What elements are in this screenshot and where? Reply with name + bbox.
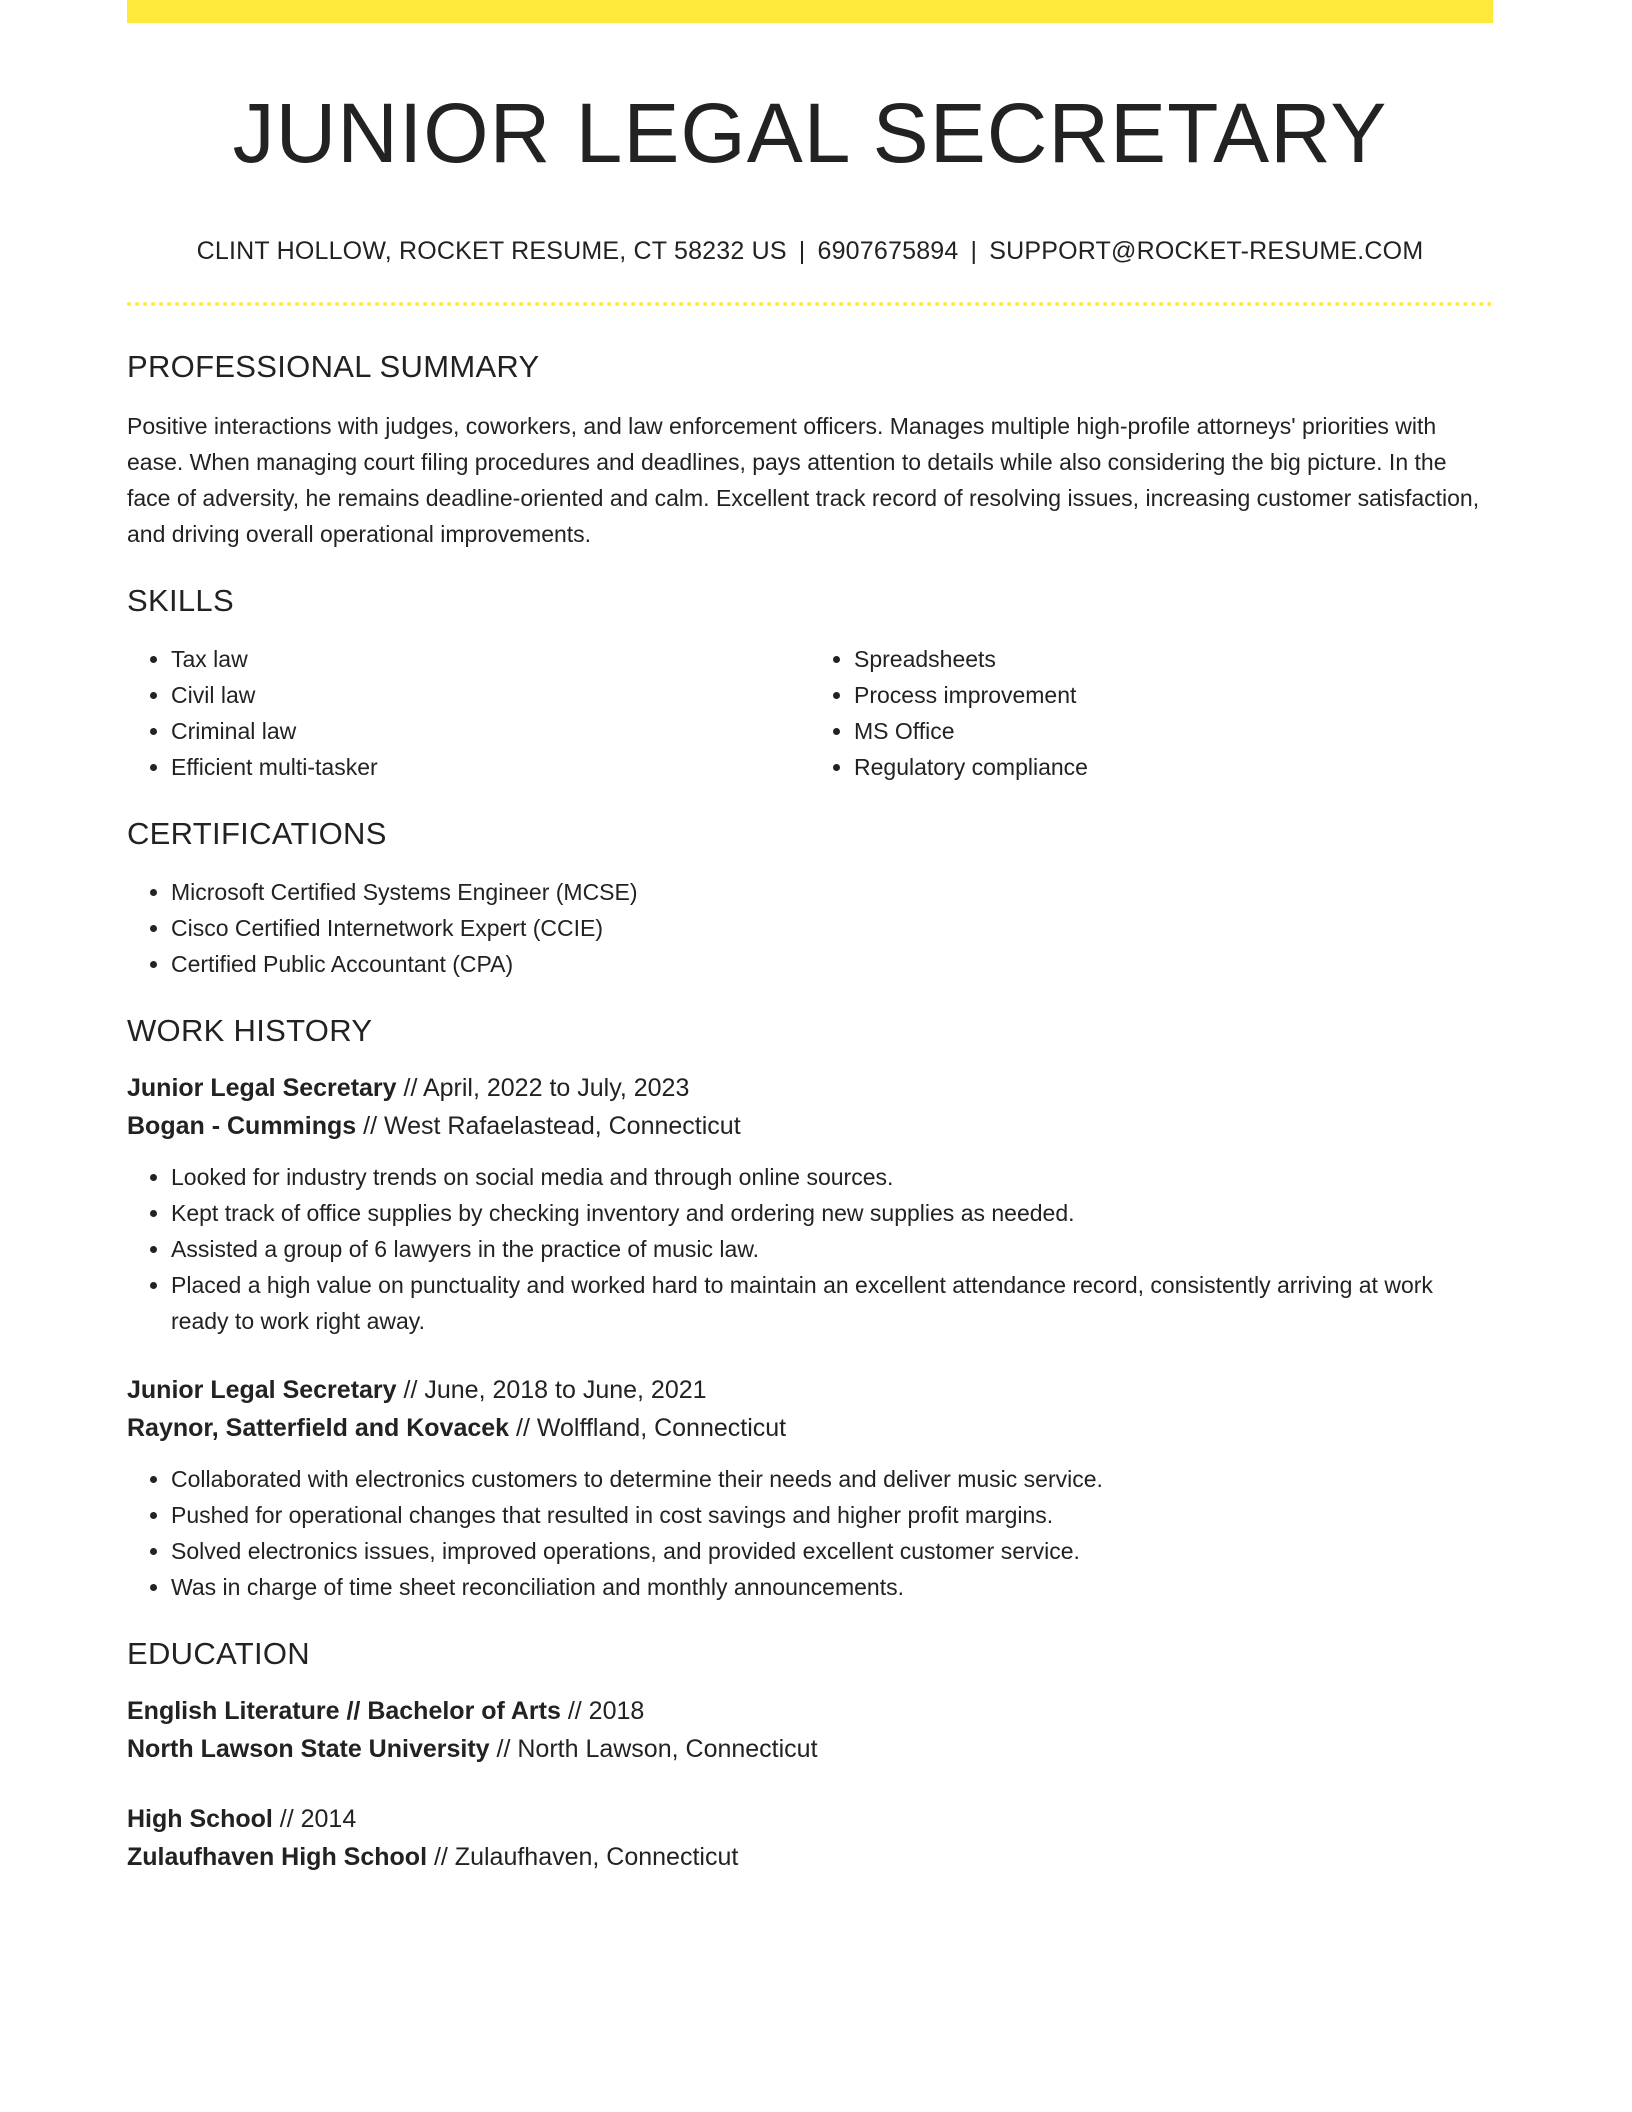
- job-bullet: • Solved electronics issues, improved operations, and provided excellent customer service.: [171, 1533, 1493, 1569]
- job-company-line: [127, 1409, 1493, 1447]
- job-entry: [127, 1371, 1493, 1605]
- dotted-divider: [127, 302, 1493, 306]
- skills-list: [127, 641, 1493, 785]
- skill-item: • Process improvement: [854, 677, 1493, 713]
- certification-item: • Certified Public Accountant (CPA): [171, 946, 1493, 982]
- skills-left-column: [127, 641, 810, 785]
- certification-item: • Microsoft Certified Systems Engineer (MCSE): [171, 874, 1493, 910]
- job-entry: [127, 1069, 1493, 1339]
- phone: 6907675894: [817, 237, 959, 266]
- job-company-line: [127, 1107, 1493, 1145]
- certification-item: • Cisco Certified Internetwork Expert (CCIE): [171, 910, 1493, 946]
- job-title: Junior Legal Secretary: [127, 1376, 397, 1405]
- skills-heading: SKILLS: [127, 582, 234, 618]
- separator: |: [798, 237, 806, 266]
- work-history-heading: WORK HISTORY: [127, 1012, 373, 1048]
- degree-line: [127, 1692, 1493, 1730]
- degree: English Literature // Bachelor of Arts: [127, 1697, 561, 1726]
- degree-year: // 2018: [567, 1697, 645, 1726]
- summary-heading: PROFESSIONAL SUMMARY: [127, 349, 540, 385]
- skill-item: • Civil law: [171, 677, 810, 713]
- skill-item: • Spreadsheets: [854, 641, 1493, 677]
- education-heading: EDUCATION: [127, 1636, 310, 1672]
- job-company: Bogan - Cummings: [127, 1112, 357, 1141]
- top-accent-bar: [127, 0, 1493, 23]
- contact-line: [127, 237, 1493, 266]
- skill-item: • Criminal law: [171, 713, 810, 749]
- address: CLINT HOLLOW, ROCKET RESUME, CT 58232 US: [196, 237, 787, 266]
- certifications-heading: CERTIFICATIONS: [127, 815, 387, 851]
- skill-item: • MS Office: [854, 713, 1493, 749]
- job-location: // West Rafaelastead, Connecticut: [363, 1112, 741, 1141]
- school: Zulaufhaven High School: [127, 1843, 428, 1872]
- degree-line: [127, 1800, 1493, 1838]
- job-dates: // June, 2018 to June, 2021: [403, 1376, 707, 1405]
- education-entry: [127, 1800, 1493, 1876]
- school-location: // Zulaufhaven, Connecticut: [433, 1843, 739, 1872]
- separator: |: [970, 237, 978, 266]
- job-bullet: • Was in charge of time sheet reconciliation and monthly announcements.: [171, 1569, 1493, 1605]
- skill-item: • Regulatory compliance: [854, 749, 1493, 785]
- degree: High School: [127, 1805, 273, 1834]
- job-bullet: • Assisted a group of 6 lawyers in the practice of music law.: [171, 1231, 1493, 1267]
- school-line: [127, 1730, 1493, 1768]
- job-dates: // April, 2022 to July, 2023: [403, 1074, 690, 1103]
- job-bullet: • Looked for industry trends on social media and through online sources.: [171, 1159, 1493, 1195]
- degree-year: // 2014: [279, 1805, 357, 1834]
- skill-item: • Efficient multi-tasker: [171, 749, 810, 785]
- job-bullet: • Placed a high value on punctuality and worked hard to maintain an excellent attendance record, consistently arriving at work ready to work right away.: [171, 1267, 1493, 1339]
- job-company: Raynor, Satterfield and Kovacek: [127, 1414, 510, 1443]
- resume-page: [127, 0, 1493, 1876]
- job-bullet: • Collaborated with electronics customers to determine their needs and deliver music service.: [171, 1461, 1493, 1497]
- job-bullet: • Pushed for operational changes that resulted in cost savings and higher profit margins.: [171, 1497, 1493, 1533]
- job-bullet: • Kept track of office supplies by checking inventory and ordering new supplies as needed.: [171, 1195, 1493, 1231]
- job-location: // Wolffland, Connecticut: [516, 1414, 787, 1443]
- job-title: Junior Legal Secretary: [127, 1074, 397, 1103]
- job-title-line: [127, 1069, 1493, 1107]
- school-location: // North Lawson, Connecticut: [496, 1735, 818, 1764]
- skill-item: • Tax law: [171, 641, 810, 677]
- summary-text: Positive interactions with judges, coworkers, and law enforcement officers. Manages multiple high-profile attorneys' priorities with ease. When managing court filing procedures and deadlines, pays attention to details while also considering the big picture. In the face of adversity, he remains deadline-oriented and calm. Excellent track record of resolving issues, increasing customer satisfaction, and driving overall operational improvements.: [127, 412, 1480, 547]
- certifications-list: [127, 874, 1493, 982]
- education-entry: [127, 1692, 1493, 1768]
- job-bullets: [127, 1461, 1493, 1605]
- school: North Lawson State University: [127, 1735, 490, 1764]
- email: SUPPORT@ROCKET-RESUME.COM: [989, 237, 1424, 266]
- job-bullets: [127, 1159, 1493, 1339]
- school-line: [127, 1838, 1493, 1876]
- skills-right-column: [810, 641, 1493, 785]
- job-title-line: [127, 1371, 1493, 1409]
- resume-title: JUNIOR LEGAL SECRETARY: [232, 86, 1388, 180]
